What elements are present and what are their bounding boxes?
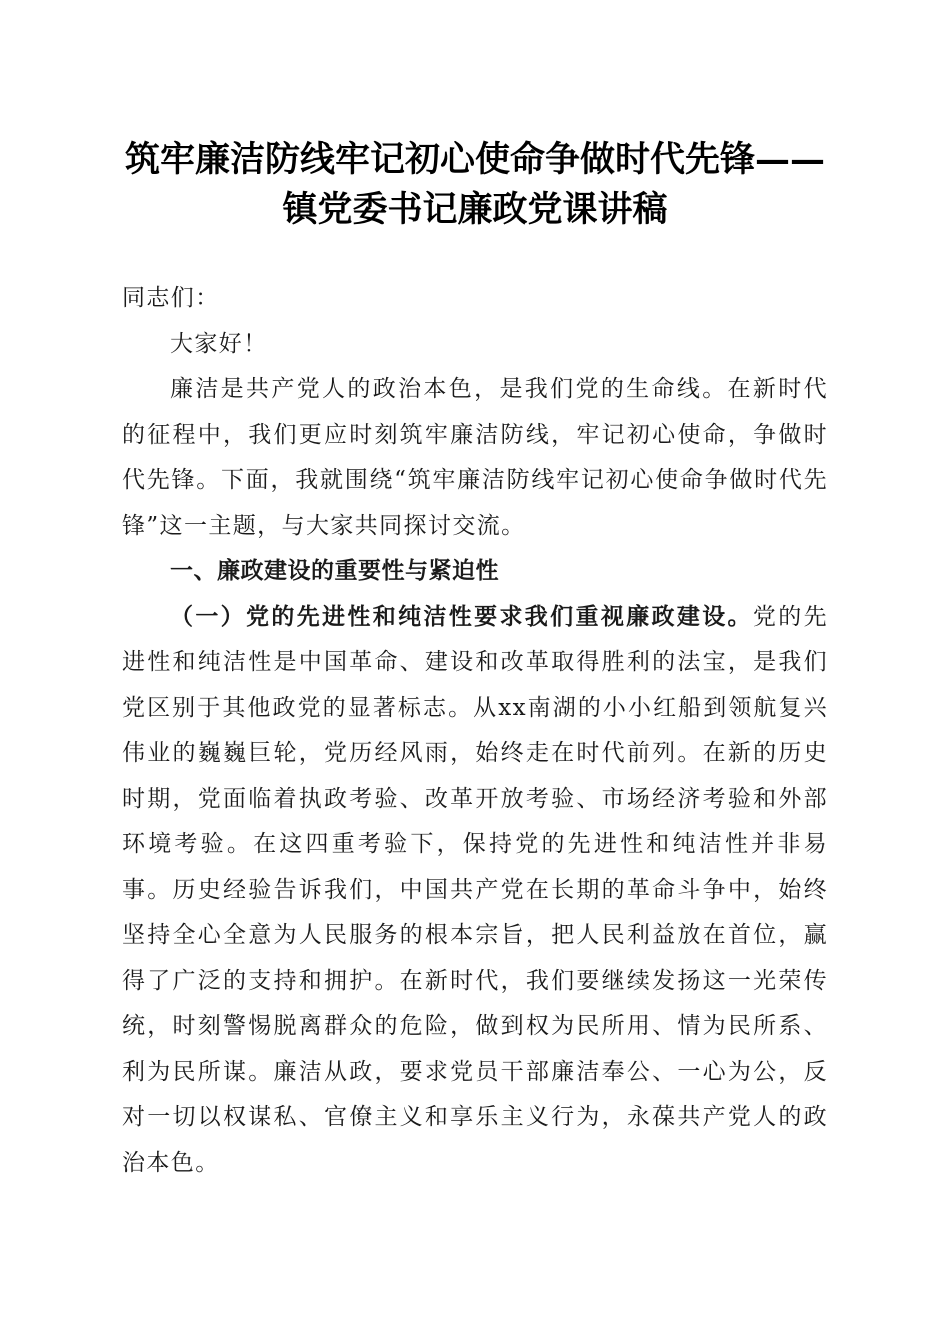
document-title-line-1: 筑牢廉洁防线牢记初心使命争做时代先锋—— (124, 139, 825, 180)
intro-paragraph: 廉洁是共产党人的政治本色，是我们党的生命线。在新时代的征程中，我们更应时刻筑牢廉洁防线，牢记初心使命，争做时代先锋。下面，我就围绕“筑牢廉洁防线牢记初心使命争做时代先锋”这一主题，与大家共同探讨交流。 (122, 376, 828, 539)
greeting: 大家好！ (170, 330, 268, 357)
document-title-line-2: 镇党委书记廉政党课讲稿 (282, 189, 668, 230)
subsection-heading: （一）党的先进性和纯洁性要求我们重视廉政建设。 (170, 603, 753, 630)
section-heading: 一、廉政建设的重要性与紧迫性 (170, 558, 499, 584)
subsection-paragraph (122, 595, 828, 1187)
subsection-body: 党的先进性和纯洁性是中国革命、建设和改革取得胜利的法宝，是我们党区别于其他政党的显著标志。从xx南湖的小小红船到领航复兴伟业的巍巍巨轮，党历经风雨，始终走在时代前列。在新的历史时期，党面临着执政考验、改革开放考验、市场经济考验和外部环境考验。在这四重考验下，保持党的先进性和纯洁性并非易事。历史经验告诉我们，中国共产党在长期的革命斗争中，始终坚持全心全意为人民服务的根本宗旨，把人民利益放在首位，赢得了广泛的支持和拥护。在新时代，我们要继续发扬这一光荣传统，时刻警惕脱离群众的危险，做到权为民所用、情为民所系、利为民所谋。廉洁从政，要求党员干部廉洁奉公、一心为公，反对一切以权谋私、官僚主义和享乐主义行为，永葆共产党人的政治本色。 (122, 603, 828, 1176)
document-body (122, 276, 828, 1186)
salutation: 同志们： (122, 285, 220, 311)
